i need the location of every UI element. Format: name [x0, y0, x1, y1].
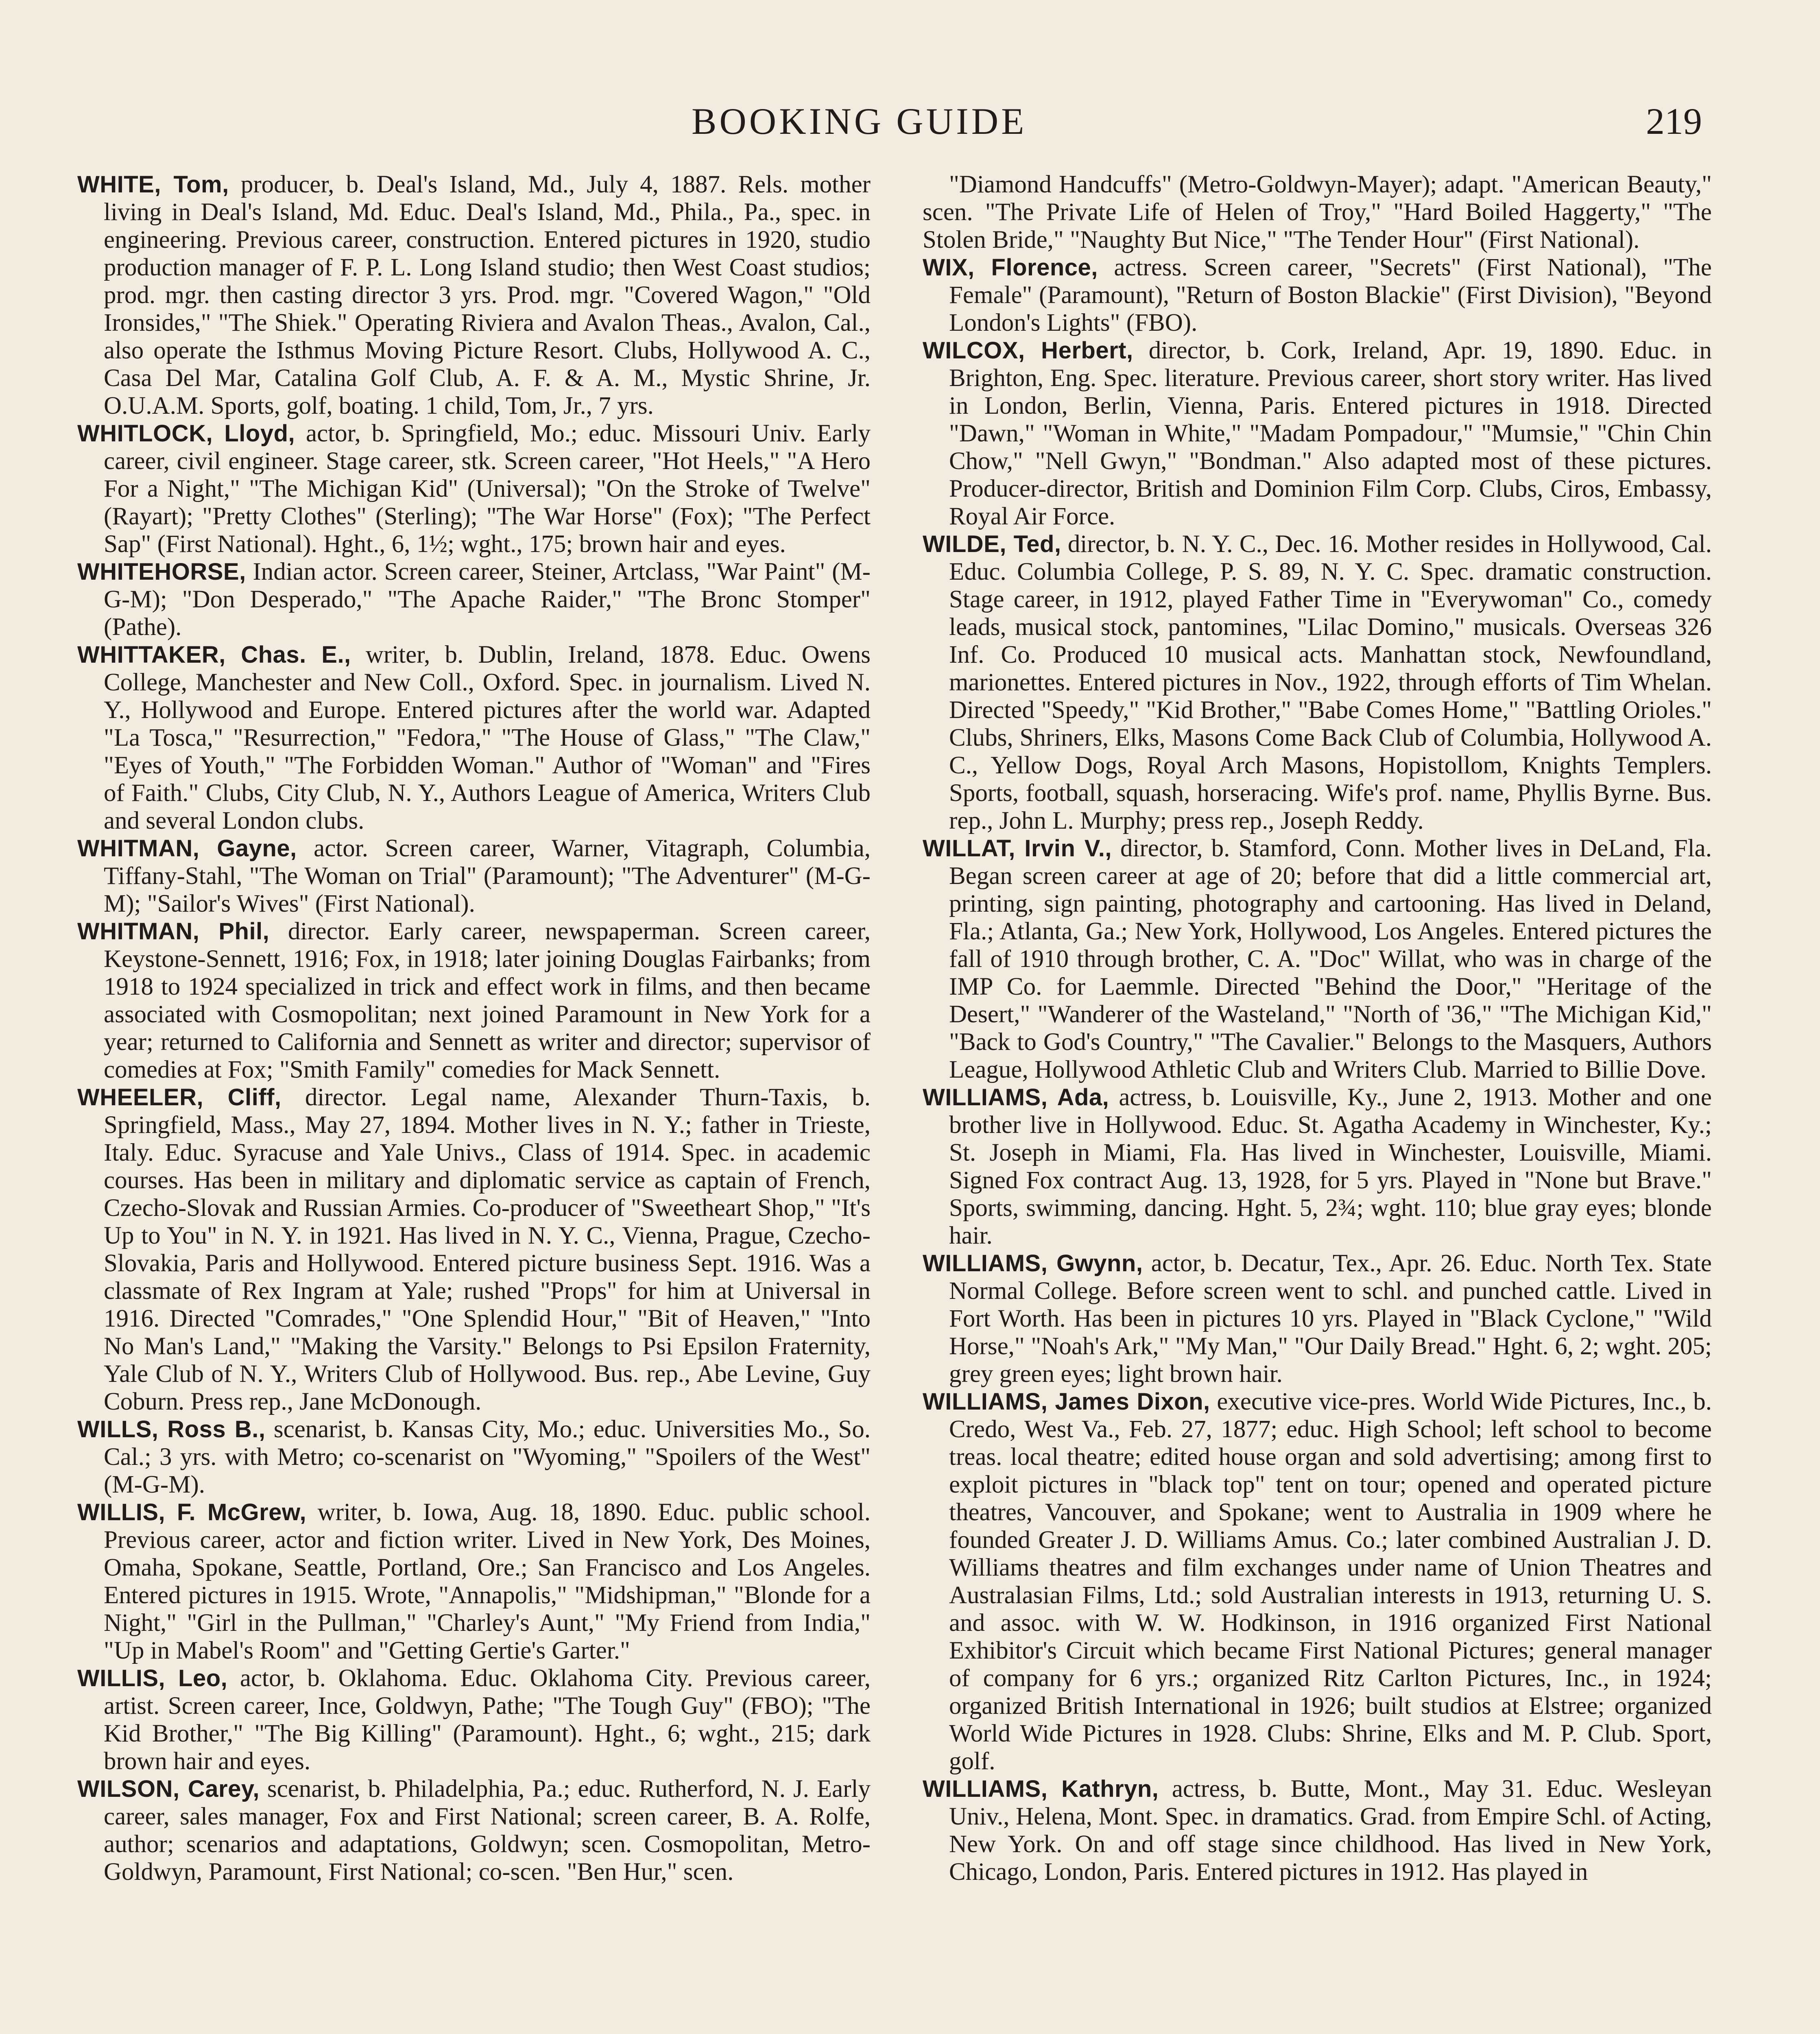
directory-entry: [923, 254, 1712, 337]
entry-name: WHITEHORSE,: [77, 559, 246, 585]
entry-name: WILSON, Carey,: [77, 1776, 260, 1802]
directory-entry: [923, 1250, 1712, 1388]
entry-text: director. Legal name, Alexander Thurn-Taxis, b. Springfield, Mass., May 27, 1894. Mother lives in N. Y.; father in Trieste, Italy. Educ. Syracuse and Yale Univs., Class of 1914. Spec. in academic courses. Has been in military and diplomatic service as captain of French, Czecho-Slovak and Russian Armies. Co-producer of "Sweetheart Shop," "It's Up to You" in N. Y. in 1921. Has lived in N. Y. C., Vienna, Prague, Czecho-Slovakia, Paris and Hollywood. Entered picture business Sept. 1916. Was a classmate of Rex Ingram at Yale; rushed "Props" for him at Universal in 1916. Directed "Comrades," "One Splendid Hour," "Bit of Heaven," "Into No Man's Land," "Making the Varsity." Belongs to Psi Epsilon Fraternity, Yale Club of N. Y., Writers Club of Hollywood. Bus. rep., Abe Levine, Guy Coburn. Press rep., Jane McDonough.: [104, 1084, 871, 1415]
entry-name: WILCOX, Herbert,: [923, 337, 1133, 364]
entry-text: actor. Screen career, Warner, Vitagraph, Columbia, Tiffany-Stahl, "The Woman on Trial" (Paramount); "The Adventurer" (M-G-M); "Sailor's Wives" (First National).: [104, 835, 871, 917]
entry-text: Indian actor. Screen career, Steiner, Artclass, "War Paint" (M-G-M); "Don Desperado," "The Apache Raider," "The Bronc Stomper" (Pathe).: [104, 558, 871, 641]
entry-text: actor, b. Oklahoma. Educ. Oklahoma City. Previous career, artist. Screen career, Ince, Goldwyn, Pathe; "The Tough Guy" (FBO); "The Kid Brother," "The Big Killing" (Paramount). Hght., 6; wght., 215; dark brown hair and eyes.: [104, 1665, 871, 1775]
directory-entry: [77, 1665, 871, 1775]
directory-entry: [77, 835, 871, 918]
directory-entry: [77, 420, 871, 558]
directory-entry: [77, 1775, 871, 1886]
entry-text: actress, b. Louisville, Ky., June 2, 1913. Mother and one brother live in Hollywood. Educ. St. Agatha Academy in Winchester, Ky.; St. Joseph in Miami, Fla. Has lived in Winchester, Louisville, Miami. Signed Fox contract Aug. 13, 1928, for 5 yrs. Played in "None but Brave." Sports, swimming, dancing. Hght. 5, 2¾; wght. 110; blue gray eyes; blonde hair.: [949, 1084, 1712, 1249]
directory-entry: [923, 1084, 1712, 1250]
entry-name: WILLIAMS, Gwynn,: [923, 1250, 1143, 1277]
page-header: [0, 0, 1820, 171]
entry-name: WILLIS, F. McGrew,: [77, 1499, 307, 1526]
left-column: [77, 171, 871, 2034]
entry-text: writer, b. Dublin, Ireland, 1878. Educ. Owens College, Manchester and New Coll., Oxford. Spec. in journalism. Lived N. Y., Hollywood and Europe. Entered pictures after the world war. Adapted "La Tosca," "Resurrection," "Fedora," "The House of Glass," "The Claw," "Eyes of Youth," "The Forbidden Woman." Author of "Woman" and "Fires of Faith." Clubs, City Club, N. Y., Authors League of America, Writers Club and several London clubs.: [104, 641, 871, 834]
entry-name: WILLIS, Leo,: [77, 1665, 228, 1691]
entry-name: WHITE, Tom,: [77, 171, 229, 198]
entry-name: WHITTAKER, Chas. E.,: [77, 642, 351, 668]
directory-entry: [77, 918, 871, 1084]
entry-name: WHITMAN, Phil,: [77, 918, 270, 945]
directory-entry: [77, 1084, 871, 1416]
entry-name: WHITLOCK, Lloyd,: [77, 420, 295, 447]
directory-entry: [77, 171, 871, 420]
entry-text: director, b. Cork, Ireland, Apr. 19, 1890. Educ. in Brighton, Eng. Spec. literature. Previous career, short story writer. Has lived in London, Berlin, Vienna, Paris. Entered pictures in 1918. Directed "Dawn," "Woman in White," "Madam Pompadour," "Mumsie," "Chin Chin Chow," "Nell Gwyn," "Bondman." Also adapted most of these pictures. Producer-director, British and Dominion Film Corp. Clubs, Ciros, Embassy, Royal Air Force.: [949, 337, 1712, 530]
page-number: 219: [1646, 100, 1702, 142]
directory-entry: [923, 337, 1712, 530]
entry-name: WHITMAN, Gayne,: [77, 835, 297, 862]
directory-entry: [77, 641, 871, 835]
directory-entry: [923, 835, 1712, 1084]
page-title: BOOKING GUIDE: [692, 100, 1027, 142]
directory-entry: [77, 558, 871, 641]
entry-text: actress, b. Butte, Mont., May 31. Educ. Wesleyan Univ., Helena, Mont. Spec. in dramatics. Grad. from Empire Schl. of Acting, New York. On and off stage since childhood. Has lived in New York, Chicago, London, Paris. Entered pictures in 1912. Has played in: [949, 1775, 1712, 1886]
entry-name: WIX, Florence,: [923, 254, 1098, 281]
entry-name: WILLIAMS, Kathryn,: [923, 1776, 1159, 1802]
directory-entry: [923, 171, 1712, 254]
entry-text: "Diamond Handcuffs" (Metro-Goldwyn-Mayer); adapt. "American Beauty," scen. "The Private Life of Helen of Troy," "Hard Boiled Haggerty," "The Stolen Bride," "Naughty But Nice," "The Tender Hour" (First National).: [923, 171, 1712, 253]
entry-text: director, b. Stamford, Conn. Mother lives in DeLand, Fla. Began screen career at age of 20; before that did a little commercial art, printing, sign painting, photography and cartooning. Has lived in Deland, Fla.; Atlanta, Ga.; New York, Hollywood, Los Angeles. Entered pictures the fall of 1910 through brother, C. A. "Doc" Willat, who was in charge of the IMP Co. for Laemmle. Directed "Behind the Door," "Heritage of the Desert," "Wanderer of the Wasteland," "North of '36," "The Michigan Kid," "Back to God's Country," "The Cavalier." Belongs to the Masquers, Authors League, Hollywood Athletic Club and Writers Club. Married to Billie Dove.: [949, 835, 1712, 1083]
entry-name: WILLIAMS, Ada,: [923, 1084, 1109, 1111]
entry-text: actress. Screen career, "Secrets" (First National), "The Female" (Paramount), "Return of Boston Blackie" (First Division), "Beyond London's Lights" (FBO).: [949, 254, 1712, 336]
entry-text: actor, b. Springfield, Mo.; educ. Missouri Univ. Early career, civil engineer. Stage career, stk. Screen career, "Hot Heels," "A Hero For a Night," "The Michigan Kid" (Universal); "On the Stroke of Twelve" (Rayart); "Pretty Clothes" (Sterling); "The War Horse" (Fox); "The Perfect Sap" (First National). Hght., 6, 1½; wght., 175; brown hair and eyes.: [104, 420, 871, 558]
directory-entry: [923, 1775, 1712, 1886]
entry-text: director, b. N. Y. C., Dec. 16. Mother resides in Hollywood, Cal. Educ. Columbia College, P. S. 89, N. Y. C. Spec. dramatic construction. Stage career, in 1912, played Father Time in "Everywoman" Co., comedy leads, musical stock, pantomines, "Lilac Domino," musicals. Overseas 326 Inf. Co. Produced 10 musical acts. Manhattan stock, Newfoundland, marionettes. Entered pictures in Nov., 1922, through efforts of Tim Whelan. Directed "Speedy," "Kid Brother," "Babe Comes Home," "Battling Orioles." Clubs, Shriners, Elks, Masons Come Back Club of Columbia, Hollywood A. C., Yellow Dogs, Royal Arch Masons, Hopistollom, Knights Templers. Sports, football, squash, horseracing. Wife's prof. name, Phyllis Byrne. Bus. rep., John L. Murphy; press rep., Joseph Reddy.: [949, 530, 1712, 834]
directory-entry: [77, 1499, 871, 1665]
entry-text: actor, b. Decatur, Tex., Apr. 26. Educ. North Tex. State Normal College. Before screen went to schl. and punched cattle. Lived in Fort Worth. Has been in pictures 10 yrs. Played in "Black Cyclone," "Wild Horse," "Noah's Ark," "My Man," "Our Daily Bread." Hght. 6, 2; wght. 205; grey green eyes; light brown hair.: [949, 1250, 1712, 1388]
directory-entry: [923, 1388, 1712, 1775]
entry-text: writer, b. Iowa, Aug. 18, 1890. Educ. public school. Previous career, actor and fiction writer. Lived in New York, Des Moines, Omaha, Spokane, Seattle, Portland, Ore.; San Francisco and Los Angeles. Entered pictures in 1915. Wrote, "Annapolis," "Midshipman," "Blonde for a Night," "Girl in the Pullman," "Charley's Aunt," "My Friend from India," "Up in Mabel's Room" and "Getting Gertie's Garter.": [104, 1499, 871, 1664]
directory-entry: [923, 530, 1712, 835]
entry-text: director. Early career, newspaperman. Screen career, Keystone-Sennett, 1916; Fox, in 1918; later joining Douglas Fairbanks; from 1918 to 1924 specialized in trick and effect work in films, and then became associated with Cosmopolitan; next joined Paramount in New York for a year; returned to California and Sennett as writer and director; supervisor of comedies at Fox; "Smith Family" comedies for Mack Sennett.: [104, 918, 871, 1083]
entry-text: executive vice-pres. World Wide Pictures, Inc., b. Credo, West Va., Feb. 27, 1877; educ. High School; left school to become treas. local theatre; edited house organ and sold advertising; among first to exploit pictures in "black top" tent on tour; opened and operated picture theatres, Vancouver, and Spokane; went to Australia in 1909 where he founded Greater J. D. Williams Amus. Co.; later combined Australian J. D. Williams theatres and film exchanges under name of Union Theatres and Australasian Films, Ltd.; sold Australian interests in 1913, returning U. S. and assoc. with W. W. Hodkinson, in 1916 organized First National Exhibitor's Circuit which became First National Pictures; general manager of company for 6 yrs.; organized Ritz Carlton Pictures, Inc., in 1924; organized British International in 1926; built studios at Elstree; organized World Wide Pictures in 1928. Clubs: Shrine, Elks and M. P. Club. Sport, golf.: [949, 1388, 1712, 1775]
right-column: [923, 171, 1712, 2034]
entry-name: WILLIAMS, James Dixon,: [923, 1388, 1210, 1415]
entry-text: scenarist, b. Kansas City, Mo.; educ. Universities Mo., So. Cal.; 3 yrs. with Metro; co-scenarist on "Wyoming," "Spoilers of the West" (M-G-M).: [104, 1416, 871, 1498]
entry-name: WILLS, Ross B.,: [77, 1416, 266, 1443]
directory-entry: [77, 1416, 871, 1499]
entry-name: WHEELER, Cliff,: [77, 1084, 282, 1111]
entry-text: scenarist, b. Philadelphia, Pa.; educ. Rutherford, N. J. Early career, sales manager, Fox and First National; screen career, B. A. Rolfe, author; scenarios and adaptations, Goldwyn; scen. Cosmopolitan, Metro-Goldwyn, Paramount, First National; co-scen. "Ben Hur," scen.: [104, 1775, 871, 1886]
entry-text: producer, b. Deal's Island, Md., July 4, 1887. Rels. mother living in Deal's Island, Md. Educ. Deal's Island, Md., Phila., Pa., spec. in engineering. Previous career, construction. Entered pictures in 1920, studio production manager of F. P. L. Long Island studio; then West Coast studios; prod. mgr. then casting director 3 yrs. Prod. mgr. "Covered Wagon," "Old Ironsides," "The Shiek." Operating Riviera and Avalon Theas., Avalon, Cal., also operate the Isthmus Moving Picture Resort. Clubs, Hollywood A. C., Casa Del Mar, Catalina Golf Club, A. F. & A. M., Mystic Shrine, Jr. O.U.A.M. Sports, golf, boating. 1 child, Tom, Jr., 7 yrs.: [104, 171, 871, 419]
entry-name: WILLAT, Irvin V.,: [923, 835, 1112, 862]
entry-name: WILDE, Ted,: [923, 531, 1061, 557]
